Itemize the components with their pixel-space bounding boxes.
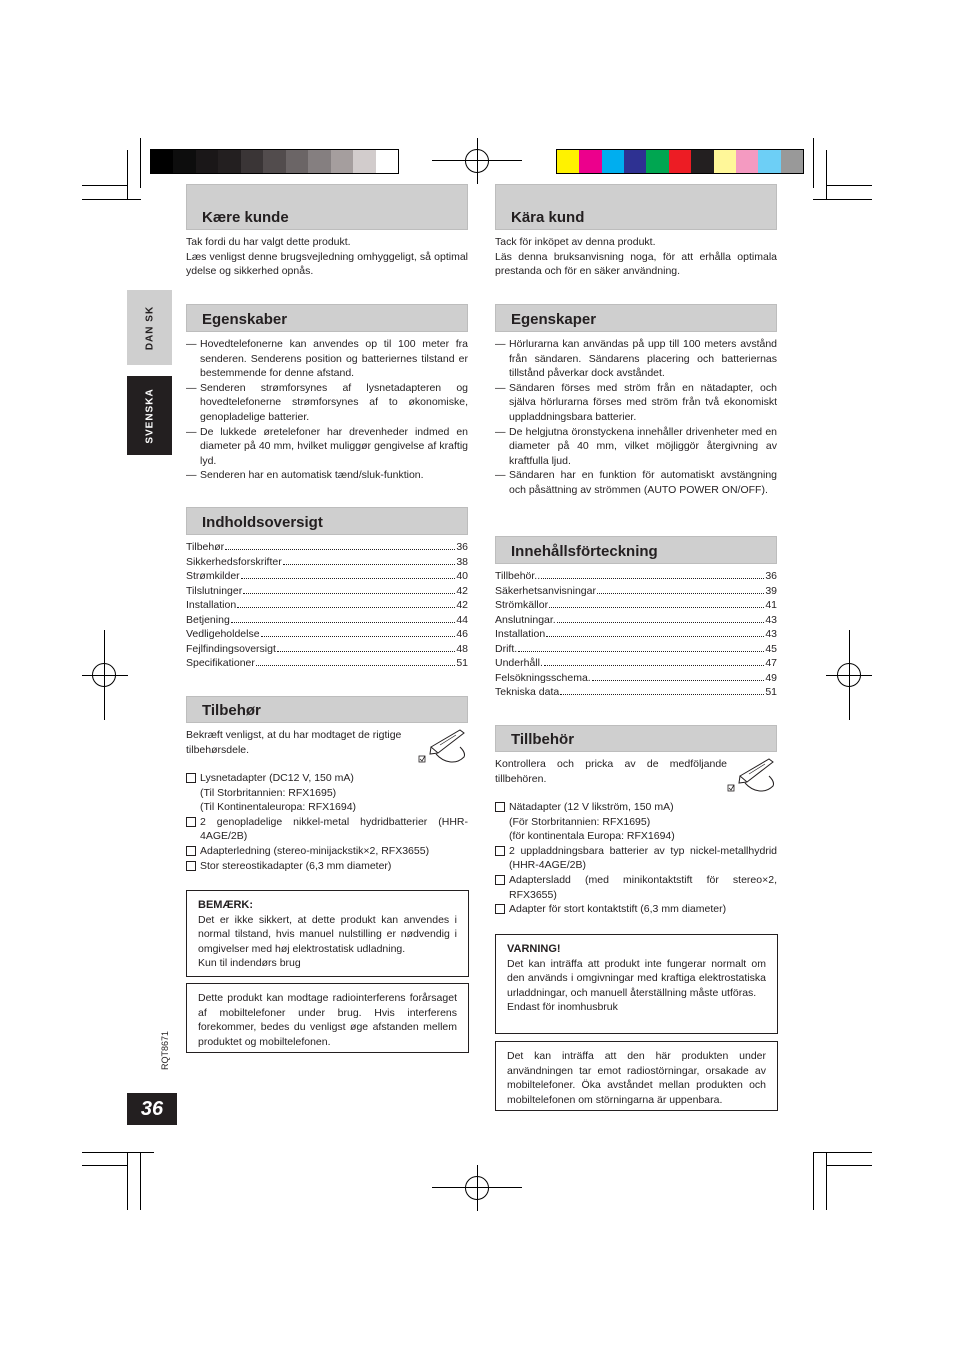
tab-label-svenska: SVENSKA <box>144 387 155 444</box>
intro-text-da <box>186 235 468 279</box>
table-of-contents-da <box>186 540 468 671</box>
toc-leader <box>518 651 764 652</box>
list-item: — Sändaren har en funktion för automatiskt avstängning och påsättning av strömmen (AUTO POWER ON/OFF). <box>495 469 777 496</box>
section-title: Egenskaper <box>511 311 597 328</box>
checklist-item: 2 uppladdningsbara batterier av typ nickel-metallhydrid (HHR-4AGE/2B) <box>495 844 777 873</box>
note-title: BEMÆRK: <box>198 899 253 911</box>
color-swatch <box>376 150 398 173</box>
toc-page-number: 42 <box>456 599 468 611</box>
toc-row[interactable] <box>495 642 777 657</box>
color-swatch <box>669 150 691 173</box>
toc-label: Tilslutninger <box>186 584 243 597</box>
language-tab-svenska <box>127 376 172 455</box>
note-text: Det er ikke sikkert, at dette produkt kan anvendes i normal tilstand, hvis manuel nulstilling er nødvendig i omgivelser med høj elektrostatisk udladning. Kun til indendørs brug <box>198 913 457 970</box>
toc-page-number: 48 <box>456 642 468 655</box>
toc-leader <box>541 578 764 579</box>
toc-label: Vedligeholdelse <box>186 628 260 640</box>
interference-notice-sv: Det kan inträffa att den här produkten under användningen tar emot radiostörningar, orsakade av mobiltelefoner. Öka avståndet mellan produkten och mobiltelefonen om störningarna är uppenbara. <box>495 1041 778 1111</box>
toc-label: Installation <box>495 628 546 640</box>
checklist-item: 2 genopladelige nikkel-metal hydridbatterier (HHR-4AGE/2B) <box>186 815 468 844</box>
toc-label: Installation <box>186 599 237 611</box>
checkbox[interactable] <box>495 802 505 812</box>
toc-page-number: 45 <box>765 642 777 655</box>
color-swatch <box>691 150 713 173</box>
toc-row[interactable] <box>495 584 777 599</box>
toc-page-number: 51 <box>765 686 777 698</box>
toc-page-number: 46 <box>456 628 468 640</box>
checkbox[interactable] <box>495 904 505 914</box>
section-header-accessories-da <box>186 696 468 723</box>
toc-page-number: 40 <box>456 570 468 582</box>
checklist-item: Adapter för stort kontaktstift (6,3 mm diameter) <box>495 902 777 917</box>
color-swatch <box>781 150 803 173</box>
toc-leader <box>283 564 456 565</box>
toc-leader <box>549 607 764 608</box>
toc-leader <box>225 549 455 550</box>
section-title: Innehållsförteckning <box>511 543 658 560</box>
toc-row[interactable] <box>186 613 468 628</box>
toc-row[interactable] <box>495 627 777 642</box>
language-tab-dansk <box>127 290 172 365</box>
toc-label: Anslutningar. <box>495 613 556 626</box>
toc-row[interactable] <box>186 642 468 657</box>
toc-label: Tilbehør <box>186 541 225 553</box>
toc-leader <box>560 694 764 695</box>
toc-row[interactable] <box>186 656 468 671</box>
features-list-da <box>186 337 468 483</box>
warning-box-sv <box>495 934 778 1034</box>
color-swatch <box>602 150 624 173</box>
toc-row[interactable] <box>186 598 468 613</box>
accessories-intro-da: Bekræft venligst, at du har modtaget de rigtige tilbehørsdele. <box>186 729 402 756</box>
warning-text: Det kan inträffa att produkt inte fungerar normalt om den används i omgivningar med kraftiga elektrostatiska urladdningar, och manuell återställning måste utföras. Endast för inomhusbruk <box>507 957 766 1014</box>
toc-row[interactable] <box>495 598 777 613</box>
toc-label: Felsökningsschema. <box>495 671 591 684</box>
toc-label: Drift. <box>495 642 518 655</box>
intro-text-sv <box>495 235 777 279</box>
checklist-item: Stor stereostikadapter (6,3 mm diameter) <box>186 859 468 874</box>
table-of-contents-sv <box>495 569 777 700</box>
toc-leader <box>557 622 765 623</box>
note-box-da <box>186 890 469 977</box>
toc-label: Strømkilder <box>186 570 240 582</box>
toc-page-number: 51 <box>456 657 468 669</box>
toc-label: Fejlfindingsoversigt <box>186 642 276 655</box>
section-title: Indholdsoversigt <box>202 514 323 531</box>
tab-label-dansk: DAN SK <box>144 305 155 350</box>
section-title: Tillbehör <box>511 731 575 748</box>
toc-label: Tillbehör.. <box>495 570 541 582</box>
toc-leader <box>597 593 764 594</box>
checklist-item: Nätadapter (12 V likström, 150 mA) (För Storbritannien: RFX1695) (för kontinentala Europa: RFX1694) <box>495 800 777 844</box>
pen-checkmark-icon <box>725 756 779 796</box>
toc-row[interactable] <box>186 555 468 570</box>
toc-row[interactable] <box>495 569 777 584</box>
toc-leader <box>277 651 455 652</box>
toc-leader <box>261 636 456 637</box>
toc-page-number: 44 <box>456 613 468 626</box>
toc-row[interactable] <box>495 613 777 628</box>
features-list-sv <box>495 337 777 498</box>
toc-label: Strömkällor <box>495 599 549 611</box>
toc-label: Underhåll. <box>495 657 543 669</box>
toc-leader <box>544 665 764 666</box>
color-swatch <box>714 150 736 173</box>
intro-line: Tak fordi du har valgt dette produkt. <box>186 236 351 248</box>
toc-leader <box>546 636 764 637</box>
toc-label: Betjening <box>186 613 230 626</box>
section-header-toc-sv <box>495 536 777 564</box>
toc-page-number: 36 <box>456 541 468 553</box>
interference-notice-da: Dette produkt kan modtage radiointerferens forårsaget af mobiltelefoner under brug. Hvis interferens forekommer, bedes du venligst øge afstanden mellem produktet og mobiltelefonen. <box>186 983 469 1053</box>
toc-leader <box>231 622 456 623</box>
intro-line: Läs denna bruksanvisning noga, för att erhålla optimala prestanda och för en säker användning. <box>495 250 777 278</box>
toc-row[interactable] <box>186 584 468 599</box>
accessories-intro-sv: Kontrollera och pricka av de medföljande tillbehören. <box>495 758 727 785</box>
toc-leader <box>241 578 456 579</box>
list-item: — De helgjutna öronstyckena innehåller drivenheter med en diameter på 40 mm, vilket möjliggör återgivning av kraftfulla ljud. <box>495 425 777 467</box>
color-swatch <box>263 150 285 173</box>
list-item: — Senderen strømforsynes af lysnetadapteren og hovedtelefonerne strømforsynes af to økonomiske, genopladelige batterier. <box>186 381 468 423</box>
checkbox[interactable] <box>186 817 196 827</box>
toc-page-number: 43 <box>765 628 777 640</box>
toc-page-number: 43 <box>765 613 777 626</box>
toc-label: Sikkerhedsforskrifter <box>186 555 282 568</box>
accessories-checklist-sv <box>495 800 777 917</box>
toc-page-number: 39 <box>765 584 777 597</box>
toc-page-number: 49 <box>765 671 777 684</box>
toc-label: Specifikationer <box>186 657 255 669</box>
section-title: Kära kund <box>511 209 585 226</box>
pen-checkmark-icon <box>416 727 470 767</box>
section-header-features-da <box>186 304 468 332</box>
toc-row[interactable] <box>186 569 468 584</box>
color-swatch <box>196 150 218 173</box>
color-swatch <box>353 150 375 173</box>
toc-label: Säkerhetsanvisningar <box>495 584 596 597</box>
toc-page-number: 42 <box>456 584 468 597</box>
toc-row[interactable] <box>186 540 468 555</box>
color-swatch <box>557 150 579 173</box>
toc-row[interactable] <box>186 627 468 642</box>
checkbox[interactable] <box>186 773 196 783</box>
toc-row[interactable] <box>495 671 777 686</box>
section-header-intro-sv <box>495 184 777 230</box>
color-swatch <box>331 150 353 173</box>
list-item: — Sändaren förses med ström från en nätadapter, och själva hörlurarna förses med ström från två ekonomiskt uppladdningsbara batterier. <box>495 381 777 423</box>
section-title: Tilbehør <box>202 702 261 719</box>
color-swatch <box>579 150 601 173</box>
section-title: Kære kunde <box>202 209 289 226</box>
checkbox[interactable] <box>186 861 196 871</box>
section-header-intro-da <box>186 184 468 230</box>
toc-leader <box>256 665 455 666</box>
toc-page-number: 41 <box>765 599 777 611</box>
intro-line: Læs venligst denne brugsvejledning omhyggeligt, så optimal ydelse og sikkerhed opnås. <box>186 250 468 278</box>
toc-page-number: 36 <box>765 570 777 582</box>
color-swatch <box>646 150 668 173</box>
intro-line: Tack för inköpet av denna produkt. <box>495 236 656 248</box>
toc-leader <box>592 680 765 681</box>
toc-row[interactable] <box>495 656 777 671</box>
list-item: — Hörlurarna kan användas på upp till 100 meters avstånd från sändaren. Sändarens placering och batteriernas tillstånd påverkar dock avståndet. <box>495 338 777 380</box>
toc-page-number: 47 <box>765 657 777 669</box>
color-swatch <box>173 150 195 173</box>
checkbox[interactable] <box>495 846 505 856</box>
accessories-checklist-da <box>186 771 468 873</box>
toc-page-number: 38 <box>456 555 468 568</box>
checklist-item: Adapterledning (stereo-minijackstik×2, RFX3655) <box>186 844 468 859</box>
toc-label: Tekniska data <box>495 686 560 698</box>
checkbox[interactable] <box>495 875 505 885</box>
color-calibration-bar <box>556 149 804 174</box>
section-header-features-sv <box>495 304 777 332</box>
color-swatch <box>151 150 173 173</box>
toc-row[interactable] <box>495 685 777 700</box>
color-swatch <box>286 150 308 173</box>
warning-title: VARNING! <box>507 943 561 955</box>
color-swatch <box>308 150 330 173</box>
color-swatch <box>624 150 646 173</box>
toc-leader <box>243 593 455 594</box>
list-item: — Senderen har en automatisk tænd/sluk-funktion. <box>186 469 424 482</box>
list-item: — De lukkede øretelefoner har drevenheder indmed en diameter på 40 mm, hvilket muliggør gengivelse af kraftig lyd. <box>186 425 468 467</box>
section-header-toc-da <box>186 507 468 535</box>
page-number: 36 <box>127 1093 177 1125</box>
color-swatch <box>241 150 263 173</box>
color-swatch <box>218 150 240 173</box>
checkbox[interactable] <box>186 846 196 856</box>
checklist-item: Adaptersladd (med minikontaktstift för stereo×2, RFX3655) <box>495 873 777 902</box>
color-swatch <box>736 150 758 173</box>
toc-leader <box>237 607 455 608</box>
grayscale-calibration-bar <box>150 149 399 174</box>
checklist-item: Lysnetadapter (DC12 V, 150 mA) (Til Storbritannien: RFX1695) (Til Kontinentaleuropa: RFX1694) <box>186 771 468 815</box>
color-swatch <box>758 150 780 173</box>
list-item: — Hovedtelefonerne kan anvendes op til 100 meter fra senderen. Senderens position og batteriernes tilstand er bestemmende for denne afstand. <box>186 338 468 380</box>
section-header-accessories-sv <box>495 725 777 752</box>
document-code: RQT8671 <box>160 1030 170 1070</box>
section-title: Egenskaber <box>202 311 288 328</box>
